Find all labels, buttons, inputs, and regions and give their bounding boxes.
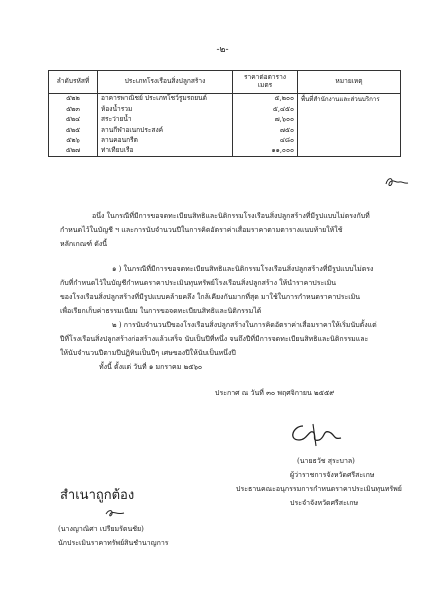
paragraph-1-line-1: อนึ่ง ในกรณีที่มีการขอจดทะเบียนสิทธิและนิติกรรมโรงเรือนสิ่งปลูกสร้างที่มีรูปแบบไม่ตรงกับที่ bbox=[92, 212, 370, 220]
cell-type: อาคารพาณิชย์ ประเภทโชว์รูมรถยนต์ bbox=[98, 94, 233, 105]
cell-price: ๕,๔๕๐ bbox=[233, 104, 298, 114]
paragraph-2-line-4: เพื่อเรียกเก็บค่าธรรมเนียม ในการขอจดทะเบียนสิทธิและนิติกรรมได้ bbox=[60, 307, 262, 315]
header-price-line2: เมตร bbox=[257, 81, 273, 89]
paragraph-1-line-3: หลักเกณฑ์ ดังนี้ bbox=[60, 240, 108, 248]
page-number: -๒- bbox=[216, 45, 229, 55]
cell-no: ๕๒๕ bbox=[49, 125, 98, 135]
cell-note bbox=[298, 136, 401, 146]
cell-price: ๔๘๐ bbox=[233, 136, 298, 146]
table-row bbox=[49, 125, 401, 135]
signer-position-line-1: ผู้ว่าราชการจังหวัดศรีสะเกษ bbox=[290, 471, 375, 479]
cell-no: ๕๒๔ bbox=[49, 115, 98, 125]
governor-signature-icon bbox=[283, 418, 345, 452]
cell-price: ๗,๖๐๐ bbox=[233, 115, 298, 125]
paragraph-2-line-3: ของโรงเรือนสิ่งปลูกสร้างที่มีรูปแบบคล้ายคลึง ใกล้เคียงกันมากที่สุด มาใช้ในการกำหนดราคาประเมิน bbox=[60, 293, 361, 301]
initials-signature-icon bbox=[384, 174, 410, 190]
paragraph-3-line-2: ปีที่โรงเรือนสิ่งปลูกสร้างก่อสร้างแล้วเสร็จ นับเป็นปีที่หนึ่ง จนถึงปีที่มีการจดทะเบียนสิทธิและนิติกรรมและ bbox=[60, 335, 369, 343]
header-no: ลำดับรหัสที่ bbox=[49, 71, 98, 94]
cell-note bbox=[298, 146, 401, 157]
cell-no: ๕๒๒ bbox=[49, 94, 98, 105]
table-row bbox=[49, 115, 401, 125]
certified-copy-stamp: สำเนาถูกต้อง bbox=[60, 488, 135, 503]
paragraph-1-line-2: กำหนดไว้ในบัญชี ฯ และการนับจำนวนปีในการคิดอัตราค่าเสื่อมราคาตามตารางแนบท้ายให้ใช้ bbox=[60, 226, 343, 234]
cell-type: ท่าเทียบเรือ bbox=[98, 146, 233, 157]
header-type: ประเภทโรงเรือนสิ่งปลูกสร้าง bbox=[98, 71, 233, 94]
cell-no: ๕๒๗ bbox=[49, 146, 98, 157]
certifier-signature-icon bbox=[104, 506, 126, 520]
table-row bbox=[49, 146, 401, 157]
signer-name: (นายธวัช สุระบาล) bbox=[297, 457, 355, 465]
certifier-position: นักประเมินราคาทรัพย์สินชำนาญการ bbox=[58, 539, 169, 547]
cell-note bbox=[298, 125, 401, 135]
cell-no: ๕๒๖ bbox=[49, 136, 98, 146]
cell-type: ลานคอนกรีต bbox=[98, 136, 233, 146]
paragraph-2-line-2: กับที่กำหนดไว้ในบัญชีกำหนดราคาประเมินทุนทรัพย์โรงเรือนสิ่งปลูกสร้าง ให้นำราคาประเมิน bbox=[60, 279, 337, 287]
cell-note bbox=[298, 104, 401, 114]
signer-position-line-3: ประจำจังหวัดศรีสะเกษ bbox=[290, 499, 359, 507]
cell-note bbox=[298, 115, 401, 125]
table-row bbox=[49, 136, 401, 146]
cell-type: ลานกีฬาอเนกประสงค์ bbox=[98, 125, 233, 135]
cell-price: ๕,๒๐๐ bbox=[233, 94, 298, 105]
table-header-row bbox=[49, 71, 401, 94]
paragraph-2-line-1: ๑ ) ในกรณีที่มีการขอจดทะเบียนสิทธิและนิติกรรมโรงเรือนสิ่งปลูกสร้างที่มีรูปแบบไม่ตรง bbox=[112, 265, 374, 273]
price-table bbox=[48, 70, 401, 157]
cell-type: ห้องน้ำรวม bbox=[98, 104, 233, 114]
paragraph-3-line-3: ให้นับจำนวนปีตามปีปฏิทินเป็นปีๆ เศษของปีให้นับเป็นหนึ่งปี bbox=[60, 349, 236, 357]
cell-price: ๗๕๐ bbox=[233, 125, 298, 135]
cell-no: ๕๒๓ bbox=[49, 104, 98, 114]
cell-price: ๑๑,๐๐๐ bbox=[233, 146, 298, 157]
header-price-line1: ราคาต่อตาราง bbox=[243, 73, 287, 82]
announced-date: ประกาศ ณ วันที่ ๓๐ พฤศจิกายน ๒๕๕๙ bbox=[215, 389, 335, 397]
effective-date: ทั้งนี้ ตั้งแต่ วันที่ ๑ มกราคม ๒๕๖๐ bbox=[99, 363, 203, 371]
cell-type: สระว่ายน้ำ bbox=[98, 115, 233, 125]
table-row bbox=[49, 94, 401, 105]
certifier-name: (นางญาณิศา เปรียมรัตนชัย) bbox=[58, 525, 144, 533]
header-price bbox=[233, 71, 298, 94]
cell-note: พื้นที่สำนักงานและส่วนบริการ bbox=[298, 94, 401, 105]
header-note: หมายเหตุ bbox=[298, 71, 401, 94]
paragraph-3-line-1: ๒ ) การนับจำนวนปีของโรงเรือนสิ่งปลูกสร้างในการคิดอัตราค่าเสื่อมราคาให้เริ่มนับตั้งแต่ bbox=[112, 321, 377, 329]
table-row bbox=[49, 104, 401, 114]
signer-position-line-2: ประธานคณะอนุกรรมการกำหนดราคาประเมินทุนทรัพย์ bbox=[236, 485, 402, 493]
